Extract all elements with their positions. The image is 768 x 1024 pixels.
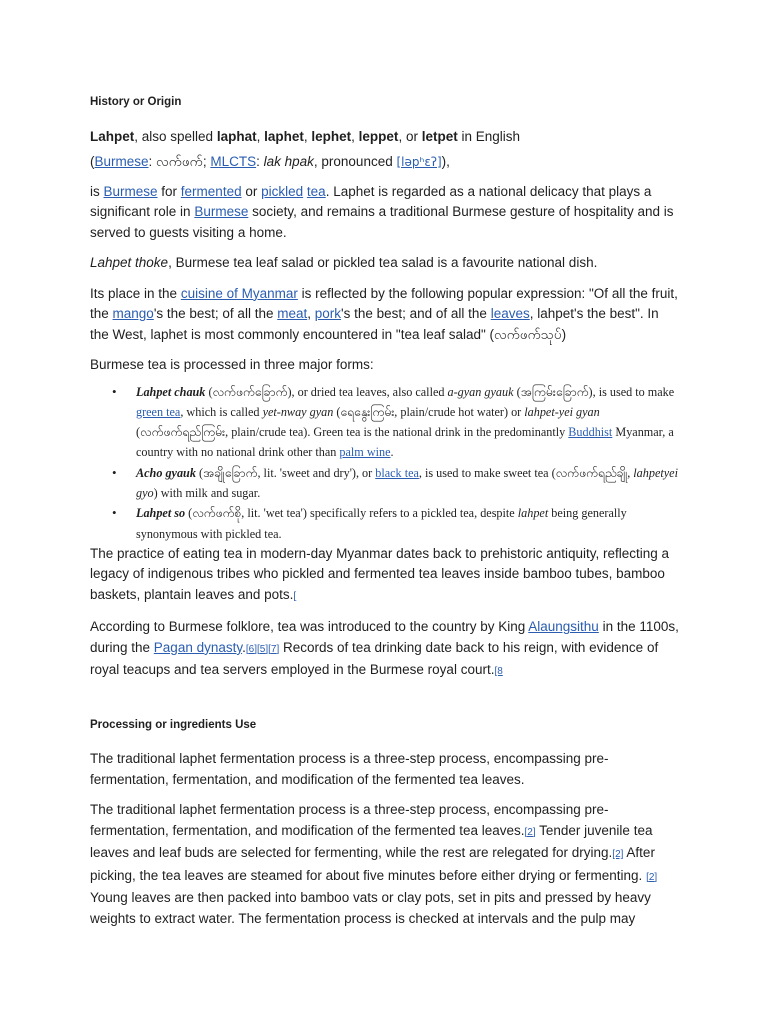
text: , Burmese tea leaf salad or pickled tea salad is a favourite national dish. (168, 255, 598, 270)
green-tea-link[interactable]: green tea (136, 404, 181, 419)
intro-line-1 (90, 127, 680, 148)
term-lahpet: Lahpet (90, 128, 135, 144)
paragraph-antiquity (90, 544, 680, 608)
mango-link[interactable]: mango (112, 306, 154, 321)
text: Myanmar, a country with no national drink other than (136, 425, 674, 460)
text: (လက်ဖက်ရည်ကြမ်း, plain/crude tea). Green tea is the national drink in the predominantly (136, 425, 569, 440)
text: 's the best; and of all the (341, 306, 491, 321)
term-letpet: letpet (421, 128, 458, 144)
text: ), (441, 154, 450, 169)
text: , (307, 306, 315, 321)
pickled-link[interactable]: pickled (261, 183, 304, 199)
burmese-link[interactable]: Burmese (103, 183, 158, 199)
text: , or (398, 128, 422, 144)
text: (ရေနွေးကြမ်း, plain/crude hot water) or (333, 404, 525, 419)
term-laphet: laphet (264, 128, 304, 144)
text: : (256, 154, 264, 169)
buddhist-link[interactable]: Buddhist (568, 425, 613, 440)
section-heading-processing: Processing or ingredients Use (90, 718, 257, 731)
text: (လက်ဖက်စို, lit. 'wet tea') specifically refers to a pickled tea, despite (185, 506, 518, 521)
fermented-link[interactable]: fermented (180, 183, 242, 199)
text: , lahpet's the best". In the West, laphet is most commonly encountered in "tea leaf salad" (လက်ဖက်သုပ်) (90, 306, 659, 342)
term: yet-nway gyan (262, 404, 334, 419)
cuisine-of-myanmar-link[interactable]: cuisine of Myanmar (180, 285, 298, 301)
spacer (90, 693, 680, 715)
text: being generally synonymous with pickled tea. (136, 506, 627, 541)
text: (အချိုခြောက်, lit. 'sweet and dry'), or (195, 465, 376, 480)
term-lahpet-chauk: Lahpet chauk (136, 384, 206, 399)
romanized-text: lak hpak (263, 154, 314, 169)
text: ) with milk and sugar. (153, 485, 261, 500)
term-lephet: lephet (311, 128, 352, 144)
text: . (242, 639, 246, 655)
text: in English (457, 128, 521, 144)
palm-wine-link[interactable]: palm wine (339, 445, 391, 460)
text: for (157, 183, 181, 199)
text: Tender juvenile tea leaves and leaf buds are selected for fermenting, while the rest are relegated for drying. (90, 822, 653, 861)
paragraph-folklore (90, 617, 680, 683)
document-page (90, 92, 680, 939)
tea-forms-list (90, 382, 680, 544)
text: is (90, 183, 104, 199)
text: 's the best; of all the (153, 306, 278, 321)
citation-link[interactable]: [ (293, 590, 297, 602)
burmese-link[interactable]: Burmese (94, 154, 149, 169)
text: Records of tea drinking date back to his reign, with evidence of royal teacups and tea servers employed in the Burmese royal court. (90, 639, 659, 678)
text: , which is called (180, 404, 263, 419)
text: The practice of eating tea in modern-day Myanmar dates back to prehistoric antiquity, reflecting a legacy of indigenous tribes who pickled and fermented tea leaves inside bamboo tubes, bamboo baskets, plantain leaves and pots. (90, 545, 670, 602)
list-item (136, 382, 680, 463)
black-tea-link[interactable]: black tea (375, 465, 419, 480)
section-heading-history: History or Origin (90, 96, 182, 108)
term-acho-gyauk: Acho gyauk (136, 465, 196, 480)
citation-link[interactable]: [8 (494, 666, 503, 678)
paragraph-intro (90, 182, 680, 244)
paragraph-process-summary: The traditional laphet fermentation process is a three-step process, encompassing pre-fermentation, fermentation, and modification of the fermented tea leaves. (90, 751, 609, 787)
text: in the 1100s, during the (90, 619, 679, 655)
term: lahpetyei gyo (136, 465, 678, 500)
mlcts-link[interactable]: MLCTS (210, 154, 257, 169)
text: : လက်ဖက်; (148, 154, 211, 169)
term: a-gyan gyauk (447, 384, 514, 399)
pagan-dynasty-link[interactable]: Pagan dynasty (153, 639, 243, 655)
list-item (136, 463, 680, 504)
text: society, and remains a traditional Burmese gesture of hospitality and is served to guests visiting a home. (90, 204, 674, 240)
text: . (390, 445, 394, 460)
alaungsithu-link[interactable]: Alaungsithu (528, 619, 599, 635)
text: , also spelled (134, 128, 217, 144)
tea-link[interactable]: tea (306, 183, 326, 199)
paragraph-lahpet-thoke (90, 253, 680, 274)
term-laphat: laphat (216, 128, 257, 144)
intro-line-2 (90, 152, 680, 173)
term: lahpet (517, 506, 549, 521)
citation-link[interactable]: [2] (612, 849, 624, 861)
leaves-link[interactable]: leaves (490, 306, 530, 321)
paragraph-forms-intro: Burmese tea is processed in three major forms: (90, 357, 374, 372)
term-lahpet-so: Lahpet so (136, 506, 186, 521)
text: ( (90, 154, 95, 169)
citation-link[interactable]: [2] (524, 826, 536, 838)
text: After picking, the tea leaves are steamed for about five minutes before either drying or fermenting. (90, 845, 655, 883)
text: (အကြမ်းခြောက်), is used to make (513, 384, 675, 399)
paragraph-process-detail (90, 800, 680, 929)
text: (လက်ဖက်ခြောက်), or dried tea leaves, also called (205, 384, 448, 399)
text: , (351, 128, 359, 144)
term: lahpet-yei gyan (524, 404, 600, 419)
text: . Laphet is regarded as a national delicacy that plays a significant role in (90, 183, 652, 219)
pork-link[interactable]: pork (314, 306, 342, 321)
text: , is used to make sweet tea (လက်ဖက်ရည်ချို, (418, 465, 634, 480)
text: , pronounced (313, 154, 397, 169)
ipa-link[interactable]: [ləpʰɛʔ] (396, 155, 442, 169)
text: Its place in the (90, 285, 181, 301)
text: , (303, 128, 312, 144)
text: According to Burmese folklore, tea was introduced to the country by King (90, 619, 529, 635)
text: is reflected by the following popular expression: "Of all the fruit, the (90, 285, 678, 321)
text: Young leaves are then packed into bamboo vats or clay pots, set in pits and pressed by heavy weights to extract water. The fermentation process is checked at intervals and the pulp may (90, 890, 651, 926)
text: The traditional laphet fermentation process is a three-step process, encompassing pre-fermentation, fermentation, and modification of the fermented tea leaves. (90, 802, 609, 838)
meat-link[interactable]: meat (277, 306, 308, 321)
text: , (256, 128, 265, 144)
term-lahpet-thoke: Lahpet thoke (90, 255, 169, 270)
citation-link[interactable]: [2] (646, 871, 658, 883)
paragraph-cuisine (90, 284, 680, 346)
term-leppet: leppet (358, 128, 399, 144)
text: or (241, 183, 262, 199)
citation-link[interactable]: [6][5][7] (245, 643, 280, 655)
burmese-link-2[interactable]: Burmese (194, 204, 249, 219)
list-item (136, 503, 680, 544)
